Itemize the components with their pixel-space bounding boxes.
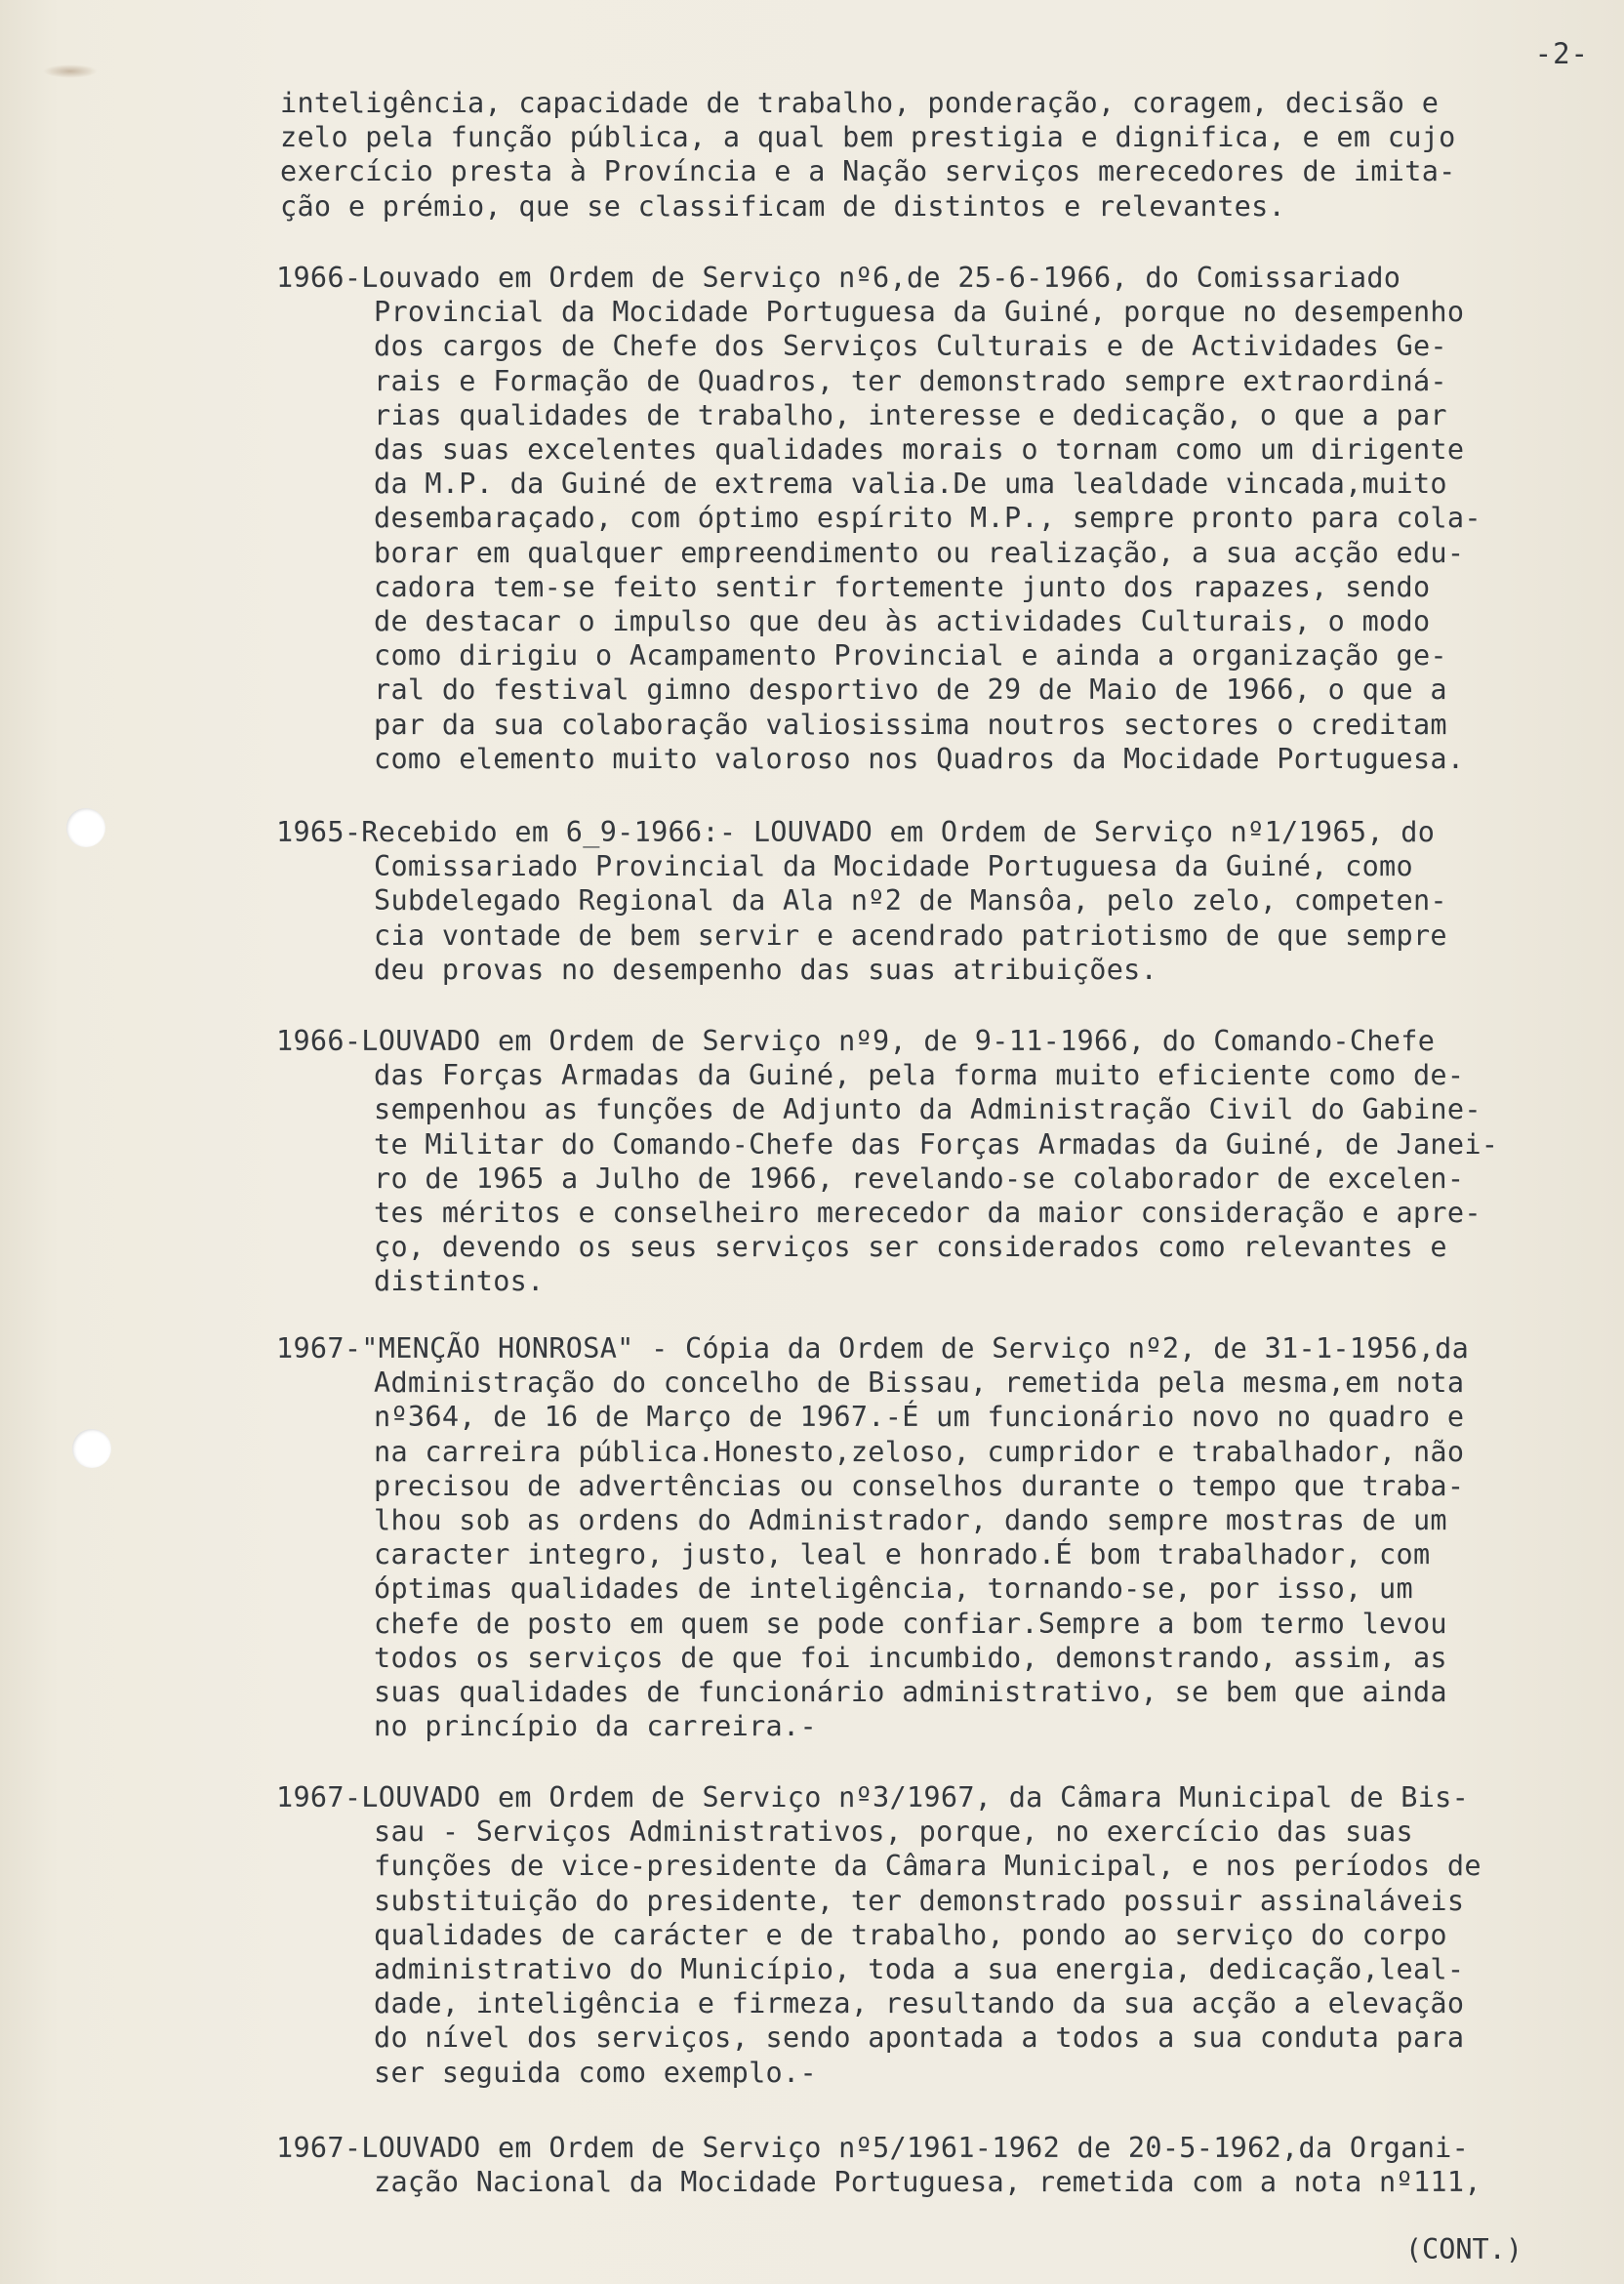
text-line: deu provas no desempenho das suas atribuições.	[374, 953, 1158, 986]
text-line: inteligência, capacidade de trabalho, ponderação, coragem, decisão e	[280, 87, 1440, 119]
text-line: sau - Serviços Administrativos, porque, no exercício das suas	[374, 1815, 1413, 1849]
continuation-mark: (CONT.)	[1404, 2233, 1522, 2265]
text-line: chefe de posto em quem se pode confiar.Sempre a bom termo levou	[374, 1607, 1447, 1640]
text-line: na carreira pública.Honesto,zeloso, cumpridor e trabalhador, não	[374, 1435, 1465, 1468]
text-line: rias qualidades de trabalho, interesse e dedicação, o que a par	[374, 398, 1447, 431]
entry-1967-camara-municipal	[276, 1780, 1482, 2090]
text-line: par da sua colaboração valiosissima noutros sectores o creditam	[374, 708, 1447, 741]
text-line: sempenhou as funções de Adjunto da Administração Civil do Gabine-	[374, 1093, 1482, 1126]
text-line: das Forças Armadas da Guiné, pela forma muito eficiente como de-	[374, 1059, 1465, 1092]
entry-1967-organizacao-nacional	[276, 2131, 1482, 2199]
text-line: dade, inteligência e firmeza, resultando da sua acção a elevação	[374, 1987, 1465, 2020]
entry-heading-line: 1967-LOUVADO em Ordem de Serviço nº5/1961-1962 de 20-5-1962,da Organi-	[276, 2132, 1470, 2164]
text-line: nº364, de 16 de Março de 1967.-É um funcionário novo no quadro e	[374, 1401, 1465, 1434]
text-line: ço, devendo os seus serviços ser considerados como relevantes e	[374, 1231, 1447, 1264]
text-line: precisou de advertências ou conselhos durante o tempo que traba-	[374, 1469, 1465, 1502]
text-line: rais e Formação de Quadros, ter demonstrado sempre extraordiná-	[374, 364, 1447, 397]
text-line: zelo pela função pública, a qual bem prestigia e dignifica, e em cujo	[280, 121, 1456, 154]
text-line: dos cargos de Chefe dos Serviços Culturais e de Actividades Ge-	[374, 330, 1447, 363]
text-line: tes méritos e conselheiro merecedor da maior consideração e apre-	[374, 1197, 1482, 1230]
text-line: cia vontade de bem servir e acendrado patriotismo de que sempre	[374, 918, 1447, 952]
entry-heading-line: 1966-Louvado em Ordem de Serviço nº6,de 25-6-1966, do Comissariado	[276, 262, 1401, 294]
entry-heading-line: 1966-LOUVADO em Ordem de Serviço nº9, de 9-11-1966, do Comando-Chefe	[276, 1025, 1436, 1057]
page-number: -2-	[1534, 37, 1589, 70]
text-line: funções de vice-presidente da Câmara Municipal, e nos períodos de	[374, 1850, 1482, 1883]
text-line: da M.P. da Guiné de extrema valia.De uma lealdade vincada,muito	[374, 468, 1447, 501]
text-line: Subdelegado Regional da Ala nº2 de Mansôa, pelo zelo, competen-	[374, 884, 1447, 918]
text-line: lhou sob as ordens do Administrador, dando sempre mostras de um	[374, 1504, 1447, 1537]
text-line: como dirigiu o Acampamento Provincial e ainda a organização ge-	[374, 639, 1447, 673]
text-line: Provincial da Mocidade Portuguesa da Guiné, porque no desempenho	[374, 296, 1465, 329]
entry-heading-line: 1967-"MENÇÃO HONROSA" - Cópia da Ordem de Serviço nº2, de 31-1-1956,da	[276, 1332, 1470, 1365]
text-line: todos os serviços de que foi incumbido, demonstrando, assim, as	[374, 1641, 1447, 1674]
text-line: desembaraçado, com óptimo espírito M.P., sempre pronto para cola-	[374, 502, 1482, 535]
text-line: como elemento muito valoroso nos Quadros da Mocidade Portuguesa.	[374, 742, 1465, 775]
entry-heading-line: 1967-LOUVADO em Ordem de Serviço nº3/1967, da Câmara Municipal de Bis-	[276, 1781, 1470, 1814]
text-line: substituição do presidente, ter demonstrado possuir assinaláveis	[374, 1884, 1465, 1917]
text-line: das suas excelentes qualidades morais o tornam como um dirigente	[374, 433, 1465, 467]
text-line: de destacar o impulso que deu às actividades Culturais, o modo	[374, 605, 1431, 638]
text-line: te Militar do Comando-Chefe das Forças Armadas da Guiné, de Janei-	[374, 1127, 1499, 1161]
text-line: zação Nacional da Mocidade Portuguesa, remetida com a nota nº111,	[374, 2166, 1482, 2199]
text-line: ro de 1965 a Julho de 1966, revelando-se colaborador de excelen-	[374, 1162, 1465, 1195]
text-line: óptimas qualidades de inteligência, tornando-se, por isso, um	[374, 1572, 1413, 1606]
text-line: ser seguida como exemplo.-	[374, 2056, 817, 2089]
text-line: ral do festival gimno desportivo de 29 de Maio de 1966, o que a	[374, 673, 1447, 707]
entry-heading-line: 1965-Recebido em 6_9-1966:- LOUVADO em Ordem de Serviço nº1/1965, do	[276, 816, 1436, 848]
entry-1966-comissariado	[276, 261, 1482, 776]
intro-paragraph	[280, 86, 1456, 224]
text-line: borar em qualquer empreendimento ou realização, a sua acção edu-	[374, 536, 1465, 569]
text-line: administrativo do Município, toda a sua energia, dedicação,leal-	[374, 1953, 1465, 1986]
text-line: qualidades de carácter e de trabalho, pondo ao serviço do corpo	[374, 1918, 1447, 1951]
text-line: ção e prémio, que se classificam de distintos e relevantes.	[280, 189, 1286, 223]
entry-1966-comando-chefe	[276, 1024, 1498, 1299]
text-line: do nível dos serviços, sendo apontada a todos a sua conduta para	[374, 2021, 1465, 2055]
text-line: suas qualidades de funcionário administrativo, se bem que ainda	[374, 1676, 1447, 1709]
text-line: caracter integro, justo, leal e honrado.É bom trabalhador, com	[374, 1538, 1431, 1571]
text-line: Comissariado Provincial da Mocidade Portuguesa da Guiné, como	[374, 850, 1413, 883]
text-line: distintos.	[374, 1265, 545, 1298]
entry-1965-recebido	[276, 815, 1447, 987]
text-line: no princípio da carreira.-	[374, 1710, 817, 1743]
entry-1967-mencao-honrosa	[276, 1331, 1469, 1743]
text-line: cadora tem-se feito sentir fortemente junto dos rapazes, sendo	[374, 570, 1431, 603]
text-line: exercício presta à Província e a Nação serviços merecedores de imita-	[280, 155, 1456, 188]
text-line: Administração do concelho de Bissau, remetida pela mesma,em nota	[374, 1366, 1465, 1400]
